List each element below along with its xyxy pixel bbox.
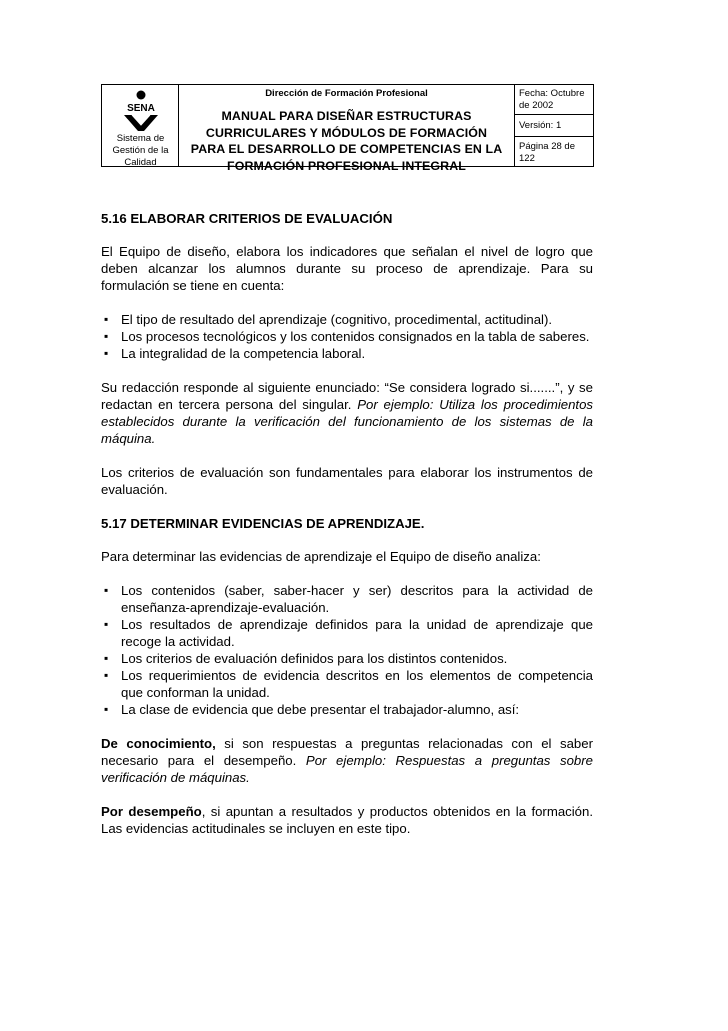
- paragraph-knowledge: De conocimiento, si son respuestas a preguntas relacionadas con el saber necesario para el desempeño. Por ejemplo: Respuestas a preguntas sobre verificación de máquinas.: [101, 736, 593, 785]
- paragraph-performance: Por desempeño, si apuntan a resultados y productos obtenidos en la formación. Las evidencias actitudinales se incluyen en este tipo.: [101, 804, 594, 836]
- heading-5-17: 5.17 DETERMINAR EVIDENCIAS DE APRENDIZAJE.: [101, 516, 425, 531]
- heading-5-16: 5.16 ELABORAR CRITERIOS DE EVALUACIÓN: [101, 211, 393, 226]
- version-label: Versión: 1: [519, 120, 562, 131]
- document-body: [101, 210, 593, 854]
- list-item: ▪ Los resultados de aprendizaje definidos para la unidad de aprendizaje que recoge la actividad.: [101, 616, 593, 650]
- header-meta-cell: [515, 85, 593, 166]
- page-number: Página 28 de 122: [519, 141, 575, 164]
- criteria-list: [101, 311, 593, 362]
- date-label: Fecha: Octubre de 2002: [519, 88, 585, 111]
- header-logo-cell: [102, 85, 179, 166]
- document-header: [101, 84, 594, 173]
- quality-system-label: Sistema de Gestión de la Calidad: [112, 133, 169, 168]
- evidence-list: [101, 582, 593, 718]
- list-item: ▪ Los procesos tecnológicos y los contenidos consignados en la tabla de saberes.: [101, 328, 593, 345]
- logo-text: SENA: [127, 103, 155, 114]
- list-item: ▪ Los contenidos (saber, saber-hacer y ser) descritos para la actividad de enseñanza-aprendizaje-evaluación.: [101, 582, 593, 616]
- paragraph-closing-516: Los criterios de evaluación son fundamentales para elaborar los instrumentos de evaluación.: [101, 465, 593, 497]
- list-item: ▪ El tipo de resultado del aprendizaje (cognitivo, procedimental, actitudinal).: [101, 311, 593, 328]
- header-title-cell: [179, 85, 515, 173]
- directorate-label: Dirección de Formación Profesional: [265, 88, 428, 99]
- sena-logo: [116, 89, 166, 133]
- list-item: ▪ La integralidad de la competencia laboral.: [101, 345, 593, 362]
- list-item: ▪ La clase de evidencia que debe presentar el trabajador-alumno, así:: [101, 701, 593, 718]
- manual-title: MANUAL PARA DISEÑAR ESTRUCTURAS CURRICULARES Y MÓDULOS DE FORMACIÓN PARA EL DESARROLLO DE COMPETENCIAS EN LA FORMACIÓN PROFESIONAL INTEGRAL: [190, 109, 503, 173]
- paragraph-redaction: Su redacción responde al siguiente enunciado: “Se considera logrado si.......”, y se redactan en tercera persona del singular. Por ejemplo: Utiliza los procedimientos establecidos durante la verificación del funcionamiento de los sistemas de la máquina.: [101, 380, 594, 446]
- redaction-example: Por ejemplo: Utiliza los procedimientos establecidos durante la verificación del funcionamiento de los sistemas de la máquina.: [101, 397, 594, 446]
- paragraph-intro-516: El Equipo de diseño, elabora los indicadores que señalan el nivel de logro que deben alcanzar los alumnos durante su proceso de aprendizaje. Para su formulación se tiene en cuenta:: [101, 244, 593, 293]
- list-item: ▪ Los criterios de evaluación definidos para los distintos contenidos.: [101, 650, 593, 667]
- list-item: ▪ Los requerimientos de evidencia descritos en los elementos de competencia que conforman la unidad.: [101, 667, 593, 701]
- paragraph-intro-517: Para determinar las evidencias de aprendizaje el Equipo de diseño analiza:: [101, 549, 541, 564]
